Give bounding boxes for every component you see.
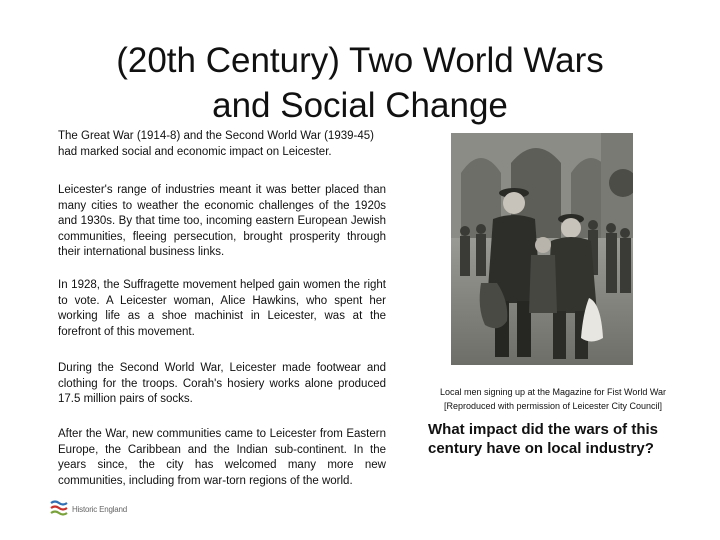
- historic-england-logo: [50, 498, 127, 520]
- paragraph-industries: Leicester's range of industries meant it was better placed than many cities to weather the economic challenges of the 1920s and 1930s. By that time too, incoming eastern European Jewish communities, fleeing persecution, brought prosperity through their international business links.: [58, 184, 386, 258]
- photo-caption-line-1: Local men signing up at the Magazine for Fist World War: [439, 387, 667, 397]
- paragraph-suffragette: In 1928, the Suffragette movement helped gain women the right to vote. A Leicester woman, Alice Hawkins, who spent her working life as a shoe machinist in Leicester, was at the forefront of this movement.: [58, 279, 386, 338]
- slide-title: [40, 38, 680, 128]
- discussion-question: What impact did the wars of this century have on local industry?: [428, 421, 659, 457]
- slide-title-line-2: and Social Change: [212, 86, 508, 125]
- paragraph-after-war: After the War, new communities came to Leicester from Eastern Europe, the Caribbean and the Indian sub-continent. In the years since, the city has welcomed many more new communities, including from war-torn regions of the world.: [58, 428, 386, 487]
- historic-photo: [451, 133, 633, 365]
- photo-caption-line-2: [Reproduced with permission of Leicester City Council]: [443, 401, 663, 411]
- paragraph-great-war: The Great War (1914-8) and the Second World War (1939-45) had marked social and economic impact on Leicester.: [58, 130, 374, 158]
- logo-text: Historic England: [72, 504, 128, 514]
- slide-title-line-1: (20th Century) Two World Wars: [116, 41, 604, 80]
- photo-caption: [418, 385, 688, 413]
- paragraph-second-world-war: During the Second World War, Leicester made footwear and clothing for the troops. Corah's hosiery works alone produced 17.5 million pairs of socks.: [58, 362, 386, 405]
- historic-england-logo-icon: [50, 500, 70, 518]
